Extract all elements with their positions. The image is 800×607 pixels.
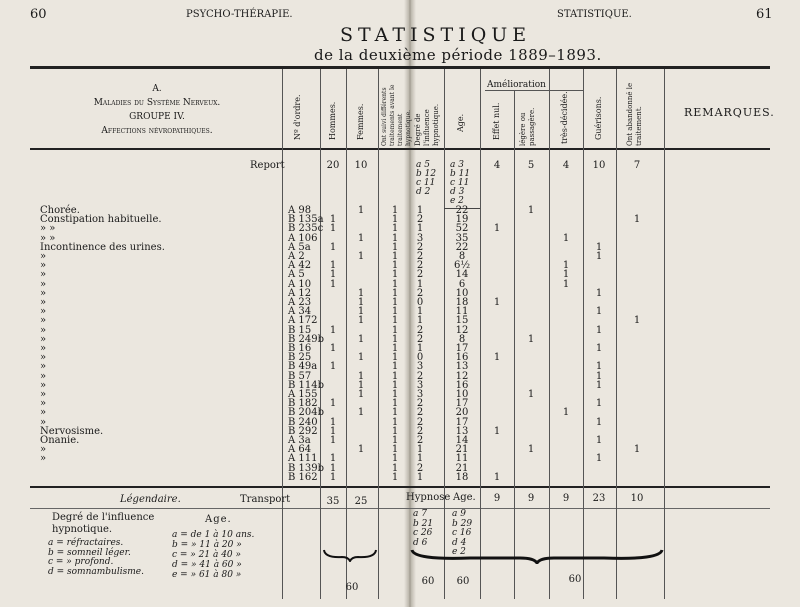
row-f: 1 <box>357 389 365 400</box>
row-d: 2 <box>416 398 424 410</box>
report-age-item: b 11 <box>450 169 471 179</box>
report-degre-item: a 5 <box>416 160 430 170</box>
col-rule <box>346 69 347 599</box>
report-age-item: c 11 <box>450 178 470 188</box>
left-running-title: PSYCHO-THÉRAPIE. <box>186 9 293 20</box>
row-h: 1 <box>329 416 337 428</box>
row-d: 1 <box>416 453 424 465</box>
transport-guerisons: 23 <box>592 493 606 504</box>
row-d: 3 <box>416 361 424 373</box>
report-degre-item: c 11 <box>416 178 436 188</box>
row-gue: 1 <box>595 370 603 382</box>
brace-ornament <box>410 548 664 564</box>
row-d: 2 <box>416 287 424 299</box>
transport-rule <box>30 486 770 488</box>
row-s: 1 <box>391 471 399 483</box>
row-d: 2 <box>416 260 424 272</box>
col-header-degre: Degré de l'influence hypnotique. <box>414 103 440 146</box>
transport-age-item: b 29 <box>452 518 473 529</box>
row-leg: 1 <box>527 205 535 216</box>
row-age: 22 <box>455 241 469 253</box>
order-number: B 204b <box>288 407 325 419</box>
row-s: 1 <box>391 416 399 428</box>
legend-title: Légendaire. <box>120 494 181 505</box>
col-rule <box>514 90 515 599</box>
row-h: 1 <box>329 471 337 483</box>
row-h: 1 <box>329 260 337 272</box>
col-rule <box>549 69 550 599</box>
row-d: 2 <box>416 324 424 336</box>
row-gue: 1 <box>595 241 603 253</box>
order-number: A 10 <box>288 278 312 290</box>
row-age: 22 <box>455 205 469 216</box>
row-s: 1 <box>391 260 399 272</box>
disease-label: » <box>40 306 47 318</box>
col-header-age: Age. <box>456 113 465 132</box>
row-s: 1 <box>391 398 399 410</box>
row-gue: 1 <box>595 306 603 318</box>
row-s: 1 <box>391 379 399 391</box>
row-d: 1 <box>416 315 424 327</box>
row-effet: 1 <box>493 223 501 235</box>
transport-age-label: Age. <box>453 492 476 503</box>
row-age: 13 <box>455 361 469 373</box>
total-hypnose: 60 <box>421 576 435 587</box>
row-h: 1 <box>329 435 337 446</box>
legend-degre-item: a = réfractaires. <box>48 538 124 548</box>
transport-hommes: 35 <box>326 496 340 507</box>
row-effet: 1 <box>493 297 501 308</box>
row-age: 19 <box>455 214 469 226</box>
transport-effet: 9 <box>493 493 501 504</box>
col-rule <box>378 69 379 599</box>
row-gue: 1 <box>595 324 603 336</box>
row-d: 2 <box>416 370 424 382</box>
row-f: 1 <box>357 444 365 456</box>
col-rule <box>282 69 283 599</box>
transport-femmes: 25 <box>354 496 368 507</box>
row-gue: 1 <box>595 287 603 299</box>
row-f: 1 <box>357 306 365 318</box>
row-ab: 1 <box>633 214 641 226</box>
legend-age-item: c = » 21 à 40 » <box>172 550 242 560</box>
order-number: A 5a <box>288 241 311 253</box>
row-age: 14 <box>455 269 469 281</box>
report-age-item: e 2 <box>450 196 464 206</box>
row-gue: 1 <box>595 251 603 262</box>
row-age: 13 <box>455 425 469 437</box>
order-number: A 172 <box>288 315 318 327</box>
row-d: 0 <box>416 297 424 308</box>
disease-label: » <box>40 315 47 327</box>
col-header-effet: Effet nul. <box>492 102 501 140</box>
row-leg: 1 <box>527 444 535 456</box>
transport-label: Transport <box>240 494 291 505</box>
disease-label: » <box>40 251 47 262</box>
row-s: 1 <box>391 241 399 253</box>
col-header-femmes: Femmes. <box>356 103 365 140</box>
total-left: 60 <box>345 582 359 593</box>
row-d: 2 <box>416 269 424 281</box>
row-d: 0 <box>416 352 424 364</box>
col-rule <box>616 69 617 599</box>
col-rule <box>480 69 481 599</box>
row-age: 16 <box>455 379 469 391</box>
report-age-item: a 3 <box>450 160 464 170</box>
col-header-suivi: Ont suivi différents traitements avant le traitement hypnotique. <box>381 84 412 146</box>
row-h: 1 <box>329 462 337 474</box>
row-h: 1 <box>329 269 337 281</box>
order-number: B 135a <box>288 214 324 226</box>
row-d: 2 <box>416 214 424 226</box>
order-number: A 3a <box>288 435 311 446</box>
order-number: A 12 <box>288 287 312 299</box>
row-ab: 1 <box>633 444 641 456</box>
row-s: 1 <box>391 287 399 299</box>
row-age: 8 <box>458 333 466 345</box>
report-abandonne: 7 <box>633 160 641 171</box>
order-number: A 2 <box>288 251 305 262</box>
order-number: A 98 <box>288 205 312 216</box>
disease-label: » <box>40 407 47 419</box>
row-age: 18 <box>455 471 469 483</box>
report-decidee: 4 <box>562 160 570 171</box>
order-number: A 42 <box>288 260 312 272</box>
disease-label: Chorée. <box>40 205 80 216</box>
row-s: 1 <box>391 352 399 364</box>
disease-label: Onanie. <box>40 435 80 446</box>
legend-degre-item: c = » profond. <box>48 557 114 567</box>
legend-degre-item: b = somneil léger. <box>48 547 131 558</box>
row-gue: 1 <box>595 453 603 465</box>
row-age: 17 <box>455 343 469 354</box>
report-label: Report <box>250 160 285 171</box>
row-s: 1 <box>391 407 399 419</box>
disease-label: » <box>40 269 47 281</box>
order-number: B 139b <box>288 462 325 474</box>
order-number: B 25 <box>288 352 312 364</box>
row-age: 35 <box>455 232 469 244</box>
transport-legere: 9 <box>527 493 535 504</box>
group-line3: Affections névropathiques. <box>101 126 213 136</box>
row-leg: 1 <box>527 389 535 400</box>
row-f: 1 <box>357 297 365 308</box>
disease-label: » <box>40 379 47 391</box>
row-s: 1 <box>391 223 399 235</box>
col-header-ordre: Nº d'ordre. <box>293 94 302 140</box>
transport-degre-item: d 6 <box>413 537 428 548</box>
report-degre-item: b 12 <box>416 169 437 179</box>
col-rule <box>583 69 584 599</box>
total-right: 60 <box>568 574 582 585</box>
row-age: 17 <box>455 398 469 410</box>
order-number: B 15 <box>288 324 312 336</box>
order-number: B 16 <box>288 343 312 354</box>
group-letter: A. <box>152 84 162 94</box>
row-age: 21 <box>455 462 469 474</box>
row-d: 2 <box>416 425 424 437</box>
disease-label: » <box>40 453 47 465</box>
legend-degre-title: Degré de l'influence hypnotique. <box>52 512 155 535</box>
row-dec: 1 <box>562 260 570 272</box>
row-d: 3 <box>416 389 424 400</box>
transport-degre-item: a 7 <box>413 509 427 519</box>
legend-age-item: a = de 1 à 10 ans. <box>172 530 255 540</box>
row-f: 1 <box>357 379 365 391</box>
col-header-guerisons: Guérisons. <box>594 96 603 140</box>
col-header-hommes: Hommes. <box>328 101 337 140</box>
order-number: B 292 <box>288 425 318 437</box>
report-effet: 4 <box>493 160 501 171</box>
row-d: 2 <box>416 416 424 428</box>
legend-degre-item: d = somnambulisme. <box>48 566 144 577</box>
row-d: 1 <box>416 306 424 318</box>
row-d: 2 <box>416 333 424 345</box>
row-d: 2 <box>416 241 424 253</box>
row-s: 1 <box>391 205 399 216</box>
disease-label: » <box>40 370 47 382</box>
right-running-title: STATISTIQUE. <box>557 9 632 20</box>
disease-label: Nervosisme. <box>40 425 104 437</box>
row-age: 10 <box>455 389 469 400</box>
row-f: 1 <box>357 352 365 364</box>
disease-label: » <box>40 444 47 456</box>
row-age: 52 <box>455 223 469 235</box>
col-rule <box>444 69 445 599</box>
disease-label: » <box>40 361 47 373</box>
disease-label: » <box>40 278 47 290</box>
order-number: A 64 <box>288 444 312 456</box>
disease-label: » <box>40 297 47 308</box>
order-number: B 240 <box>288 416 318 428</box>
report-degre-item: d 2 <box>416 187 431 197</box>
order-number: A 5 <box>288 269 305 281</box>
disease-label: Incontinence des urines. <box>40 241 165 253</box>
row-s: 1 <box>391 297 399 308</box>
row-s: 1 <box>391 269 399 281</box>
order-number: A 106 <box>288 232 318 244</box>
header-rule-top <box>30 66 770 69</box>
legend-age-item: b = » 11 à 20 » <box>172 540 242 550</box>
disease-label: » <box>40 416 47 428</box>
row-gue: 1 <box>595 416 603 428</box>
disease-label: » <box>40 343 47 354</box>
disease-label: Constipation habituelle. <box>40 214 162 226</box>
col-rule <box>664 69 665 599</box>
row-age: 6 <box>458 278 466 290</box>
row-f: 1 <box>357 407 365 419</box>
transport-decidee: 9 <box>562 493 570 504</box>
row-s: 1 <box>391 278 399 290</box>
row-ab: 1 <box>633 315 641 327</box>
order-number: A 23 <box>288 297 312 308</box>
row-d: 2 <box>416 407 424 419</box>
order-number: B 162 <box>288 471 318 483</box>
row-dec: 1 <box>562 407 570 419</box>
col-header-decidee: très-décidée. <box>560 91 569 144</box>
transport-hypnose-label: Hypnose <box>406 492 451 503</box>
order-number: A 34 <box>288 306 312 318</box>
row-d: 1 <box>416 278 424 290</box>
row-s: 1 <box>391 343 399 354</box>
brace-ornament-left <box>322 548 378 562</box>
row-h: 1 <box>329 223 337 235</box>
report-femmes: 10 <box>354 160 368 171</box>
col-header-amelioration: Amélioration <box>487 80 546 90</box>
row-age: 12 <box>455 324 469 336</box>
transport-abandonne: 10 <box>630 493 644 504</box>
row-d: 1 <box>416 444 424 456</box>
row-d: 1 <box>416 223 424 235</box>
row-dec: 1 <box>562 269 570 281</box>
row-f: 1 <box>357 287 365 299</box>
order-number: A 111 <box>288 453 318 465</box>
row-d: 3 <box>416 379 424 391</box>
row-age: 20 <box>455 407 469 419</box>
transport-age-item: a 9 <box>452 509 466 519</box>
row-h: 1 <box>329 361 337 373</box>
row-age: 16 <box>455 352 469 364</box>
row-age: 18 <box>455 297 469 308</box>
disease-label: » <box>40 324 47 336</box>
row-effet: 1 <box>493 425 501 437</box>
col-header-legere: légère ou passagère. <box>519 107 536 146</box>
row-gue: 1 <box>595 343 603 354</box>
row-d: 3 <box>416 232 424 244</box>
row-f: 1 <box>357 315 365 327</box>
order-number: B 114b <box>288 379 325 391</box>
row-s: 1 <box>391 435 399 446</box>
header-rule-bottom <box>30 148 770 150</box>
disease-label: » <box>40 287 47 299</box>
order-number: B 182 <box>288 398 318 410</box>
total-age: 60 <box>456 576 470 587</box>
disease-label: » <box>40 398 47 410</box>
row-f: 1 <box>357 370 365 382</box>
row-age: 14 <box>455 435 469 446</box>
legend-age-item: d = » 41 à 60 » <box>172 560 242 570</box>
row-h: 1 <box>329 278 337 290</box>
order-number: B 49a <box>288 361 318 373</box>
transport-age-item: c 16 <box>452 528 472 538</box>
row-d: 1 <box>416 471 424 483</box>
row-gue: 1 <box>595 435 603 446</box>
row-s: 1 <box>391 232 399 244</box>
row-s: 1 <box>391 444 399 456</box>
disease-label: » » <box>40 223 56 235</box>
row-age: 15 <box>455 315 469 327</box>
transport-degre-item: c 26 <box>413 528 433 538</box>
row-h: 1 <box>329 425 337 437</box>
disease-label: » <box>40 333 47 345</box>
row-age: 17 <box>455 416 469 428</box>
report-age-item: d 3 <box>450 187 465 197</box>
row-f: 1 <box>357 232 365 244</box>
order-number: B 235c <box>288 223 324 235</box>
row-h: 1 <box>329 214 337 226</box>
row-s: 1 <box>391 453 399 465</box>
transport-age-item: d 4 <box>452 537 467 548</box>
row-dec: 1 <box>562 278 570 290</box>
disease-label: » <box>40 260 47 272</box>
order-number: A 155 <box>288 389 318 400</box>
group-line1: Maladies du Système Nerveux. <box>93 98 221 108</box>
row-s: 1 <box>391 361 399 373</box>
row-s: 1 <box>391 324 399 336</box>
row-f: 1 <box>357 333 365 345</box>
row-effet: 1 <box>493 352 501 364</box>
legend-age-title: Age. <box>205 514 232 525</box>
order-number: B 57 <box>288 370 312 382</box>
table-title: STATISTIQUE <box>340 24 532 46</box>
disease-label: » » <box>40 232 56 244</box>
row-age: 21 <box>455 444 469 456</box>
row-h: 1 <box>329 453 337 465</box>
legend-age-item: e = » 61 à 80 » <box>172 570 242 580</box>
row-leg: 1 <box>527 333 535 345</box>
row-d: 1 <box>416 343 424 354</box>
row-effet: 1 <box>493 471 501 483</box>
right-page-number: 61 <box>756 7 773 22</box>
row-f: 1 <box>357 205 365 216</box>
row-age: 8 <box>458 251 466 262</box>
row-d: 2 <box>416 435 424 446</box>
report-legere: 5 <box>527 160 535 171</box>
row-gue: 1 <box>595 361 603 373</box>
row-age: 11 <box>455 453 469 465</box>
disease-label: » <box>40 352 47 364</box>
left-page-number: 60 <box>30 7 47 22</box>
row-s: 1 <box>391 389 399 400</box>
row-d: 2 <box>416 251 424 262</box>
transport-age-item: e 2 <box>452 547 466 557</box>
col-header-abandonne: Ont abandonné le traitement. <box>626 82 643 146</box>
report-guerisons: 10 <box>592 160 606 171</box>
report-hommes: 20 <box>326 160 340 171</box>
row-s: 1 <box>391 214 399 226</box>
row-d: 1 <box>416 205 424 216</box>
row-s: 1 <box>391 370 399 382</box>
row-s: 1 <box>391 462 399 474</box>
transport-rule-2 <box>30 508 770 509</box>
group-line2: GROUPE IV. <box>129 112 185 122</box>
row-h: 1 <box>329 241 337 253</box>
row-age: 11 <box>455 306 469 318</box>
row-gue: 1 <box>595 398 603 410</box>
row-h: 1 <box>329 398 337 410</box>
col-header-remarques: REMARQUES. <box>684 106 775 119</box>
row-dec: 1 <box>562 232 570 244</box>
row-s: 1 <box>391 425 399 437</box>
table-subtitle: de la deuxième période 1889–1893. <box>314 46 602 64</box>
row-s: 1 <box>391 333 399 345</box>
row-gue: 1 <box>595 379 603 391</box>
row-s: 1 <box>391 251 399 262</box>
row-d: 2 <box>416 462 424 474</box>
row-s: 1 <box>391 306 399 318</box>
order-number: B 249b <box>288 333 325 345</box>
row-s: 1 <box>391 315 399 327</box>
row-f: 1 <box>357 251 365 262</box>
row-h: 1 <box>329 324 337 336</box>
row-age: 12 <box>455 370 469 382</box>
transport-degre-item: b 21 <box>413 518 434 529</box>
row-age: 10 <box>455 287 469 299</box>
row-h: 1 <box>329 343 337 354</box>
disease-label: » <box>40 389 47 400</box>
row-age: 6½ <box>453 260 471 272</box>
